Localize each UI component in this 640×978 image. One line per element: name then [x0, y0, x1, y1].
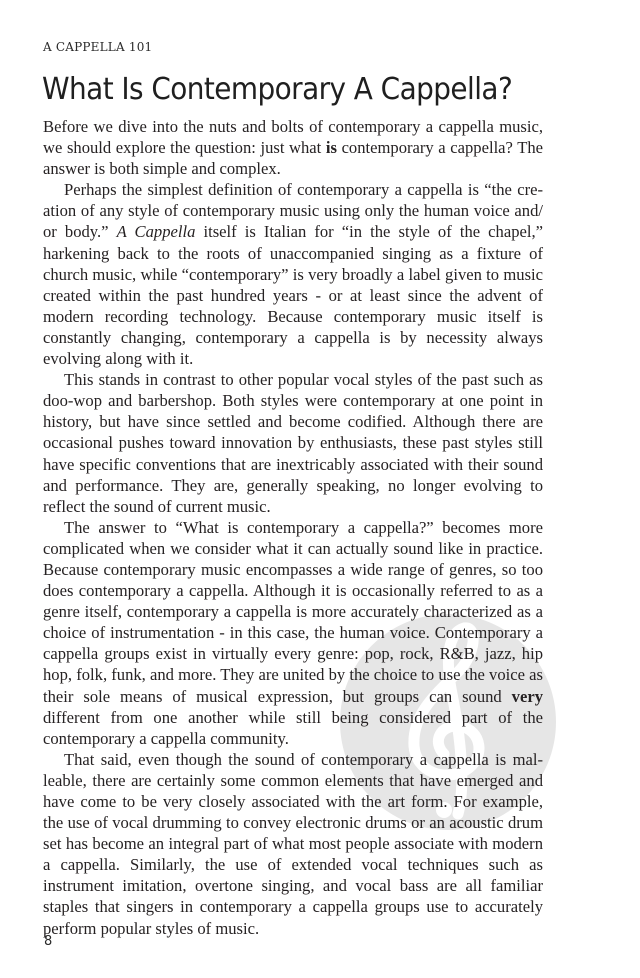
paragraph	[43, 749, 543, 939]
text-run: Before we dive into the nuts and bolts of contemporary a cappella music, we should explore the question: just what	[43, 117, 543, 158]
emphasis-bold: is	[325, 138, 337, 158]
text-run: Perhaps the simplest definition of contemporary a cappella is “the creation of any style of contemporary music using only the human voice and/​or body.”	[43, 180, 543, 242]
text-run: This stands in contrast to other popular vocal styles of the past such as doo-wop and barbershop. Both styles were contemporary at one point in history, but have since settled and become codified. Although there are occasional pushes toward innovation by enthusiasts, these past styles still have specific conventions that are inextricably associated with their sound and performance. They are, generally speaking, no longer evolving to reflect the sound of current music.	[43, 370, 543, 516]
body-text	[43, 116, 543, 939]
text-run: contemporary a cappella? The answer is both simple and complex.	[43, 138, 544, 179]
paragraph	[43, 517, 543, 749]
paragraph	[43, 369, 543, 517]
text-run: itself is Italian for “in the style of the chapel,” harkening back to the roots of unaccompanied singing as a fixture of church music, while “contemporary” is very broadly a label given to music created within the past hundred years - or at least since the advent of modern recording technology. Because contemporary music itself is constantly changing, contemporary a cappella is by necessity always evolving along with it.	[43, 222, 543, 369]
text-run: The answer to “What is contemporary a cappella?” becomes more complicated when we consider what it can actually sound like in practice. Because contemporary music encompasses a wide range of genres, so too does contemporary a cappella. Although it is occasionally referred to as a genre itself, contemporary a cappella is more accurately characterized as a choice of instrumentation - in this case, the human voice. Contemporary a cappella groups exist in virtually every genre: pop, rock, R&B, jazz, hip hop, folk, funk, and more. They are united by the choice to use the voice as their sole means of musical expression, but groups can sound	[43, 517, 543, 706]
running-head: A CAPPELLA 101	[43, 40, 153, 54]
emphasis-bold: very	[511, 686, 543, 706]
paragraph	[43, 179, 543, 369]
emphasis-italic: A Cappella	[116, 222, 196, 242]
text-run: different from one another while still being considered part of the contemporary a cappella community.	[43, 707, 543, 748]
text-run: That said, even though the sound of contemporary a cappella is malleable, there are certainly some common elements that have emerged and have come to be very closely associated with the art form. For example, the use of vocal drumming to convey electronic drums or an acoustic drum set has become an integral part of what most people associate with modern a cappella. Similarly, the use of extended vocal techniques such as instrument imitation, overtone singing, and vocal bass are all familiar staples that singers in contemporary a cappella groups use to accurately perform popular styles of music.	[43, 749, 543, 938]
page-number: 8	[44, 934, 53, 949]
paragraph	[43, 116, 543, 179]
page-title: What Is Contemporary A Cappella?	[42, 72, 513, 107]
